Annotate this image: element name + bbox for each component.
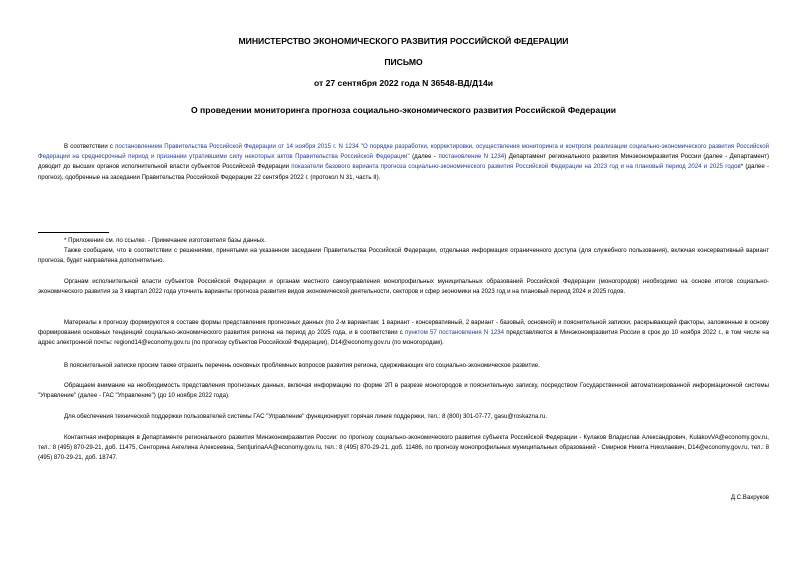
- document-type: ПИСЬМО: [384, 57, 423, 67]
- forecast-indicators-link[interactable]: показатели базового варианта прогноза социально-экономического развития Российской Федерации на 2023 год и на плановый период 2024 и 2025 годов: [291, 163, 741, 171]
- paragraph-5: В пояснительной записке просим также отразить перечень основных проблемных вопросов развития региона, сдерживающих его социально-экономическое развитие.: [64, 362, 540, 369]
- paragraph-1-text-c: ) Департамент регионального развития Минэкономразвития России (далее - Департамент) доводит до высших органов исполнительной власти субъектов Российской Федерации: [38, 153, 770, 171]
- ministry-title: МИНИСТЕРСТВО ЭКОНОМИЧЕСКОГО РАЗВИТИЯ РОССИЙСКОЙ ФЕДЕРАЦИИ: [238, 36, 569, 46]
- paragraph-3: Органам исполнительной власти субъектов Российской Федерации и органам местного самоуправления монопрофильных муниципальных образований Российской Федерации (моногородов) необходимо на основе итогов социально-экономического развития за 3 квартал 2022 года уточнить варианты прогноза развития видов экономической деятельности, секторов и сфер экономики на 2023 год и на плановый период 2024 и 2025 годов.: [38, 278, 769, 296]
- paragraph-4: [38, 318, 769, 349]
- clause-57-link[interactable]: пунктом 57 постановления N 1234: [405, 329, 505, 337]
- footnote: * Приложение см. по ссылке. - Примечание изготовителя базы данных.: [64, 237, 266, 244]
- paragraph-1: [38, 142, 769, 183]
- footnote-divider: [38, 232, 109, 233]
- document-date-number: от 27 сентября 2022 года N 36548-ВД/Д14и: [313, 78, 494, 88]
- paragraph-1-text-a: В соответствии с: [64, 143, 116, 150]
- paragraph-1-text-d: * (далее - прогноз), одобренные на заседании Правительства Российской Федерации 22 сентября 2022 г. (протокол N 31, часть II).: [38, 163, 769, 181]
- paragraph-1-text-b: (далее -: [409, 153, 439, 161]
- paragraph-7: Для обеспечения технической поддержки пользователей системы ГАС "Управление" функционирует горячая линия поддержки, тел.: 8 (800) 301-07-77, gasu@roskazna.ru.: [64, 413, 548, 420]
- paragraph-2: Также сообщаем, что в соответствии с решениями, принятыми на указанном заседании Правительства Российской Федерации, отдельная информация ограниченного доступа (для служебного пользования), включая консервативный вариант прогноза, будет направлена дополнительно.: [38, 247, 769, 265]
- paragraph-4-text-b: представляются в Минэкономразвития России в срок до 10 ноября 2022 г., в том числе на адрес электронной почты: regiond14@economy.gov.ru (по прогнозу субъектов Российской Федерации), D14@economy.gov.ru (по моногородам).: [38, 329, 769, 347]
- paragraph-8: Контактная информация в Департаменте регионального развития Минэкономразвития России: по прогнозу социально-экономического развития субъекта Российской Федерации - Кулаков Владислав Александрович, KulakovVA@economy.gov.ru, тел.: 8 (495) 870-29-21, доб. 11475, Сенторина Ангелина Алексеевна, SentjurinaAA@economy.gov.ru, тел.: 8 (495) 870-29-21, доб. 11486, по прогнозу монопрофильных муниципальных образований - Смирнов Никита Николаевич, D14@economy.gov.ru, тел.: 8 (495) 870-29-21, доб. 18747.: [38, 434, 769, 462]
- paragraph-6: Обращаем внимание на необходимость представления прогнозных данных, включая информацию по форме 2П в разрезе моногородов и пояснительную записку, посредством Государственной автоматизированной информационной системы "Управление" (далее - ГАС "Управление") (до 10 ноября 2022 года).: [38, 382, 769, 400]
- document-subject: О проведении мониторинга прогноза социально-экономического развития Российской Федерации: [190, 105, 617, 115]
- paragraph-4-text-a: Материалы к прогнозу формируются в составе формы представления прогнозных данных (по 2-м вариантам: 1 вариант - консервативный, 2 вариант - базовый, основной) и пояснительной записки, раскрывающей факторы, заложенные в основу формирования основных тенденций социально-экономического развития региона на период до 2025 года, и в соответствии с: [38, 319, 769, 337]
- resolution-1234-link[interactable]: постановлением Правительства Российской Федерации от 14 ноября 2015 г. N 1234 "О порядке разработки, корректировки, осуществления мониторинга и контроля реализации социально-экономического развития Российской Федерации на среднесрочный период и признании утратившими силу некоторых актов Правительства Российской Федерации": [38, 143, 769, 161]
- resolution-1234-short-link[interactable]: постановление N 1234: [438, 153, 505, 161]
- signature: Д.С.Вахруков: [730, 494, 769, 501]
